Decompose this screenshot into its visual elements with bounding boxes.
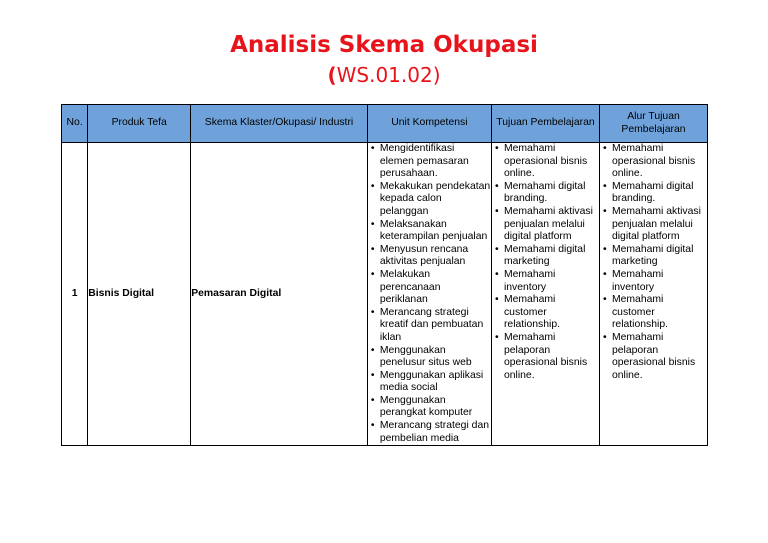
- header-produk-tefa: Produk Tefa: [88, 105, 191, 143]
- document-subtitle: [0, 62, 768, 88]
- list-item: • Melaksanakan keterampilan penjualan: [368, 219, 491, 244]
- occupation-analysis-table: [61, 104, 708, 446]
- cell-produk-tefa: Bisnis Digital: [88, 143, 191, 446]
- list-item: • Memahami pelaporan operasional bisnis online.: [600, 332, 707, 382]
- alur-tujuan-list: [600, 143, 707, 382]
- list-item: • Menggunakan perangkat komputer: [368, 395, 491, 420]
- list-item: • Menggunakan penelusur situs web: [368, 345, 491, 370]
- list-item: • Memahami digital branding.: [492, 181, 599, 206]
- document-title: Analisis Skema Okupasi: [230, 32, 538, 58]
- header-unit-kompetensi: Unit Kompetensi: [367, 105, 491, 143]
- cell-unit-kompetensi: [367, 143, 491, 446]
- list-item: • Merancang strategi dan pembelian media: [368, 420, 491, 445]
- cell-alur-tujuan-pembelajaran: [599, 143, 707, 446]
- tujuan-pembelajaran-list: [492, 143, 599, 382]
- list-item: • Memahami digital marketing: [492, 244, 599, 269]
- list-item: • Mengidentifikasi elemen pemasaran perusahaan.: [368, 143, 491, 181]
- header-skema: Skema Klaster/Okupasi/ Industri: [191, 105, 368, 143]
- unit-kompetensi-list: [368, 143, 491, 445]
- list-item: • Memahami operasional bisnis online.: [600, 143, 707, 181]
- list-item: • Memahami inventory: [600, 269, 707, 294]
- list-item: • Mekakukan pendekatan kepada calon pelanggan: [368, 181, 491, 219]
- table-row: [62, 143, 708, 446]
- header-alur-tujuan-pembelajaran: Alur Tujuan Pembelajaran: [599, 105, 707, 143]
- header-tujuan-pembelajaran: Tujuan Pembelajaran: [491, 105, 599, 143]
- subtitle-code: WS.01.02: [336, 63, 433, 87]
- list-item: • Memahami operasional bisnis online.: [492, 143, 599, 181]
- list-item: • Memahami inventory: [492, 269, 599, 294]
- cell-skema: Pemasaran Digital: [191, 143, 368, 446]
- list-item: • Menggunakan aplikasi media social: [368, 370, 491, 395]
- list-item: • Melakukan perencanaan periklanan: [368, 269, 491, 307]
- list-item: • Menyusun rencana aktivitas penjualan: [368, 244, 491, 269]
- list-item: • Memahami aktivasi penjualan melalui digital platform: [600, 206, 707, 244]
- list-item: • Memahami aktivasi penjualan melalui digital platform: [492, 206, 599, 244]
- cell-tujuan-pembelajaran: [491, 143, 599, 446]
- table-header-row: [62, 105, 708, 143]
- list-item: • Memahami customer relationship.: [600, 294, 707, 332]
- header-no: No.: [62, 105, 88, 143]
- cell-no: 1: [62, 143, 88, 446]
- list-item: • Memahami digital marketing: [600, 244, 707, 269]
- list-item: • Memahami pelaporan operasional bisnis online.: [492, 332, 599, 382]
- subtitle-close-paren: ): [432, 63, 441, 87]
- list-item: • Merancang strategi kreatif dan pembuatan iklan: [368, 307, 491, 345]
- list-item: • Memahami customer relationship.: [492, 294, 599, 332]
- list-item: • Memahami digital branding.: [600, 181, 707, 206]
- subtitle-open-paren: (: [327, 63, 337, 87]
